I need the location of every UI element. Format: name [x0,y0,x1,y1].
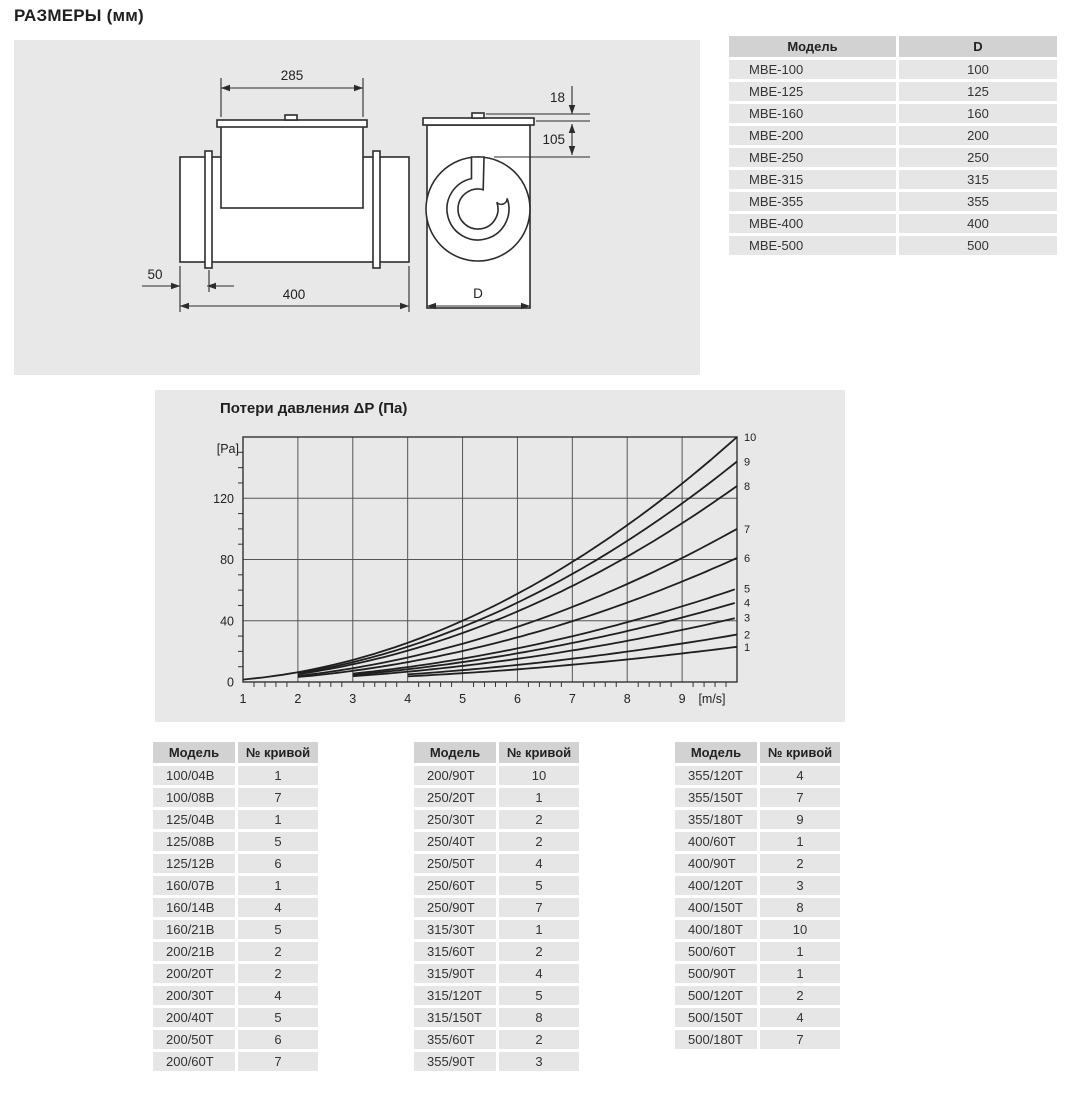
table-cell: 5 [238,1008,318,1027]
table-row [414,1030,579,1049]
x-tick-label: 4 [404,692,412,706]
table-cell: 250/90T [414,898,499,917]
x-tick-label: 9 [678,692,686,706]
table-row [675,920,840,939]
table-row [153,766,318,785]
table-cell: 250/50T [414,854,499,873]
lid-nub [285,115,297,120]
table-cell: MBE-200 [729,126,899,145]
table-cell: 10 [760,920,840,939]
y-axis-unit-label: [Pa] [216,442,239,456]
table-cell: 125 [899,82,1057,101]
table-cell: 1 [760,942,840,961]
table-cell: MBE-250 [729,148,899,167]
curve-table-1 [153,739,318,1074]
table-cell: 8 [499,1008,579,1027]
table-cell: 200/50T [153,1030,238,1049]
table-cell: MBE-160 [729,104,899,123]
side-view [423,113,534,308]
y-tick-label: 0 [227,675,234,690]
curve-label-2: 2 [744,629,751,642]
pressure-loss-chart-panel [155,390,845,722]
table-cell: 125/12B [153,854,238,873]
dim-label-box-depth: 105 [542,132,565,147]
terminal-box-lid [217,120,367,127]
column-header: D [899,36,1057,57]
table-row [153,964,318,983]
table-row [153,942,318,961]
table-row [153,1008,318,1027]
x-tick-label: 2 [294,692,302,706]
table-cell: 100/08B [153,788,238,807]
table-row [729,82,1057,101]
table-cell: 250/30T [414,810,499,829]
table-cell: 355/60T [414,1030,499,1049]
table-cell: 400/60T [675,832,760,851]
curve-label-3: 3 [744,612,751,625]
technical-drawing [14,40,700,375]
chart-title: Потери давления ΔP (Па) [220,400,408,417]
table-cell: 1 [760,964,840,983]
table-cell: 200/30T [153,986,238,1005]
x-tick-label: 6 [513,692,521,706]
table-cell: 200/21B [153,942,238,961]
y-tick-label: 120 [213,491,234,506]
table-cell: 400/180T [675,920,760,939]
table-cell: 4 [238,986,318,1005]
table-row [414,854,579,873]
dim-label-body-length: 400 [282,287,306,302]
model-diameter-table [729,33,1057,258]
data-table [675,739,840,1052]
table-cell: 100 [899,60,1057,79]
table-cell: 160/14B [153,898,238,917]
table-cell: 3 [499,1052,579,1071]
table-row [675,766,840,785]
table-cell: 5 [238,832,318,851]
table-cell: 7 [760,1030,840,1049]
table-cell: 5 [499,986,579,1005]
table-row [414,810,579,829]
dim-label-box-width: 285 [280,68,304,83]
x-tick-label: 8 [623,692,631,706]
table-row [153,1052,318,1071]
column-header: № кривой [760,742,840,763]
column-header: Модель [675,742,760,763]
table-cell: 160/07B [153,876,238,895]
curve-label-8: 8 [744,481,751,493]
table-cell: 1 [760,832,840,851]
table-row [675,964,840,983]
table-row [153,854,318,873]
y-tick-label: 80 [220,553,234,567]
table-cell: MBE-315 [729,170,899,189]
pressure-loss-chart [155,390,845,722]
table-row [729,236,1057,255]
table-cell: 315/60T [414,942,499,961]
table-cell: 250/20T [414,788,499,807]
y-tick-label: 40 [220,614,234,629]
table-cell: 1 [499,920,579,939]
table-cell: 200/60T [153,1052,238,1071]
table-row [153,1030,318,1049]
table-cell: 9 [760,810,840,829]
table-cell: 400/150T [675,898,760,917]
table-header-row [729,36,1057,57]
terminal-box [221,126,363,208]
curve-label-9: 9 [744,456,751,469]
table-cell: 500/60T [675,942,760,961]
front-view [180,115,409,268]
curve-label-7: 7 [744,523,751,536]
casing-lid [423,118,534,125]
table-cell: 160/21B [153,920,238,939]
table-cell: 355/150T [675,788,760,807]
curve-label-1: 1 [744,641,751,654]
table-row [675,986,840,1005]
data-table [729,33,1057,258]
table-cell: 4 [238,898,318,917]
table-row [729,60,1057,79]
table-cell: 4 [499,854,579,873]
table-cell: 6 [238,854,318,873]
curve-label-5: 5 [744,583,751,596]
table-cell: 315/150T [414,1008,499,1027]
column-header: № кривой [238,742,318,763]
table-cell: 315/30T [414,920,499,939]
table-cell: 2 [499,832,579,851]
table-row [414,876,579,895]
table-row [414,898,579,917]
column-header: № кривой [499,742,579,763]
table-row [153,920,318,939]
table-row [414,766,579,785]
table-cell: 3 [760,876,840,895]
table-cell: 200/40T [153,1008,238,1027]
table-cell: 2 [499,810,579,829]
data-table [153,739,318,1074]
table-cell: 2 [760,986,840,1005]
table-row [153,832,318,851]
casing-nub [472,113,484,118]
table-row [414,920,579,939]
table-cell: 315/120T [414,986,499,1005]
table-cell: 250/60T [414,876,499,895]
table-row [675,876,840,895]
table-header-row [414,742,579,763]
table-row [414,942,579,961]
table-cell: MBE-125 [729,82,899,101]
table-cell: MBE-500 [729,236,899,255]
x-tick-label: 1 [239,692,247,706]
dim-label-diameter: D [473,286,483,301]
dim-label-collar-height: 18 [549,90,565,105]
table-row [153,876,318,895]
table-cell: 1 [238,766,318,785]
table-row [414,1052,579,1071]
table-cell: 7 [238,788,318,807]
table-row [675,810,840,829]
table-cell: 2 [499,1030,579,1049]
x-tick-label: 3 [349,692,357,706]
table-cell: 2 [238,942,318,961]
table-cell: 355/180T [675,810,760,829]
pressure-curve-4 [353,603,735,675]
table-row [153,986,318,1005]
column-header: Модель [153,742,238,763]
table-cell: 2 [238,964,318,983]
table-cell: 200/20T [153,964,238,983]
table-cell: MBE-355 [729,192,899,211]
table-cell: 7 [238,1052,318,1071]
table-row [729,170,1057,189]
x-tick-label: 7 [568,692,576,706]
table-cell: 10 [499,766,579,785]
left-flange [205,151,212,268]
curve-label-6: 6 [744,552,751,565]
table-cell: 500/90T [675,964,760,983]
table-cell: 400/120T [675,876,760,895]
dim-label-inlet-offset: 50 [147,267,163,282]
table-row [675,854,840,873]
table-cell: 250/40T [414,832,499,851]
table-row [414,986,579,1005]
page-title: РАЗМЕРЫ (мм) [14,6,144,25]
column-header: Модель [729,36,899,57]
table-cell: 1 [238,810,318,829]
table-row [675,898,840,917]
table-row [729,104,1057,123]
table-cell: 500/180T [675,1030,760,1049]
table-header-row [153,742,318,763]
table-cell: 5 [238,920,318,939]
x-tick-label: 5 [459,692,467,706]
table-cell: 1 [238,876,318,895]
table-row [675,1008,840,1027]
table-cell: MBE-100 [729,60,899,79]
table-row [729,126,1057,145]
table-row [414,964,579,983]
table-cell: 4 [760,766,840,785]
table-cell: 315/90T [414,964,499,983]
table-cell: 500 [899,236,1057,255]
column-header: Модель [414,742,499,763]
table-row [729,148,1057,167]
table-row [729,192,1057,211]
table-row [414,832,579,851]
table-cell: 8 [760,898,840,917]
table-header-row [675,742,840,763]
table-cell: 355 [899,192,1057,211]
table-cell: 500/150T [675,1008,760,1027]
data-table [414,739,579,1074]
table-row [414,1008,579,1027]
curve-table-2 [414,739,579,1074]
table-cell: 200/90T [414,766,499,785]
table-cell: 7 [760,788,840,807]
table-cell: 200 [899,126,1057,145]
table-row [675,832,840,851]
table-row [153,788,318,807]
right-flange [373,151,380,268]
table-row [675,1030,840,1049]
curve-table-3 [675,739,840,1052]
table-cell: 7 [499,898,579,917]
table-row [153,898,318,917]
table-cell: 5 [499,876,579,895]
table-row [729,214,1057,233]
table-cell: 2 [760,854,840,873]
table-cell: 6 [238,1030,318,1049]
table-cell: 355/120T [675,766,760,785]
table-row [153,810,318,829]
table-cell: 2 [499,942,579,961]
pressure-curve-10 [243,437,737,680]
table-cell: 125/08B [153,832,238,851]
curve-label-10: 10 [744,432,757,444]
table-cell: 4 [499,964,579,983]
table-cell: 100/04B [153,766,238,785]
table-cell: 355/90T [414,1052,499,1071]
table-cell: 125/04B [153,810,238,829]
table-cell: 500/120T [675,986,760,1005]
table-cell: 160 [899,104,1057,123]
table-row [414,788,579,807]
dimensions-drawing-panel [14,40,700,375]
curve-label-4: 4 [744,597,751,610]
table-cell: 4 [760,1008,840,1027]
table-cell: 315 [899,170,1057,189]
table-cell: 1 [499,788,579,807]
table-cell: 400/90T [675,854,760,873]
table-cell: 400 [899,214,1057,233]
table-cell: 250 [899,148,1057,167]
table-row [675,942,840,961]
table-cell: MBE-400 [729,214,899,233]
table-row [675,788,840,807]
x-axis-unit-label: [m/s] [698,692,726,706]
